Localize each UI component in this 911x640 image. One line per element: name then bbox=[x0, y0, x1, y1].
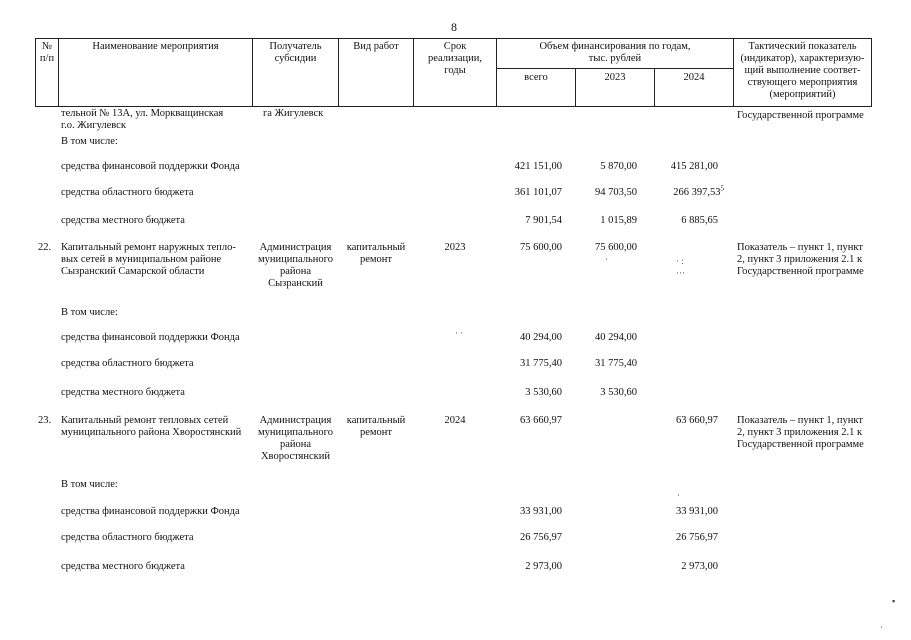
header-2023: 2023 bbox=[604, 72, 626, 83]
item-number: 23. bbox=[38, 415, 52, 426]
in-total-label: В том числе: bbox=[61, 307, 118, 318]
cell-2024: 33 931,00 bbox=[676, 506, 718, 517]
item-work-type: капитальный ремонт bbox=[346, 415, 406, 438]
item-recipient: Администрация муниципального района Сызранский bbox=[258, 242, 333, 289]
cell-2023: 3 530,60 bbox=[600, 387, 637, 398]
header-total: всего bbox=[524, 72, 548, 83]
item-indicator: Показатель – пункт 1, пункт 2, пункт 3 приложения 2.1 к Государственной программе bbox=[737, 415, 864, 450]
cell-total: 26 756,97 bbox=[520, 532, 562, 543]
cell-total: 33 931,00 bbox=[520, 506, 562, 517]
local-label: средства местного бюджета bbox=[61, 215, 185, 226]
header-name: Наименование мероприятия bbox=[92, 41, 219, 52]
cell-total: 63 660,97 bbox=[520, 415, 562, 426]
cell-total: 361 101,07 bbox=[514, 187, 562, 198]
item-indicator: Показатель – пункт 1, пункт 2, пункт 3 приложения 2.1 к Государственной программе bbox=[737, 242, 864, 277]
item-number: 22. bbox=[38, 242, 52, 253]
header-recipient: Получатель субсидии bbox=[269, 41, 322, 64]
header-indicator: Тактический показатель (индикатор), характеризую- щий выполнение соответ- ствующего мероприятия (мероприятий) bbox=[740, 41, 865, 100]
item-recipient: Администрация муниципального района Хворостянский bbox=[258, 415, 333, 462]
scan-speck: ··· bbox=[676, 268, 685, 278]
cell-2024: 266 397,53$^5$ bbox=[673, 184, 724, 198]
in-total-label: В том числе: bbox=[61, 479, 118, 490]
header-2024: 2024 bbox=[683, 72, 705, 83]
scan-speck: · · bbox=[455, 328, 464, 338]
cell-2024: 26 756,97 bbox=[676, 532, 718, 543]
regional-label: средства областного бюджета bbox=[61, 358, 194, 369]
item-work-type: капитальный ремонт bbox=[346, 242, 406, 265]
regional-label: средства областного бюджета bbox=[61, 532, 194, 543]
cell-2023: 5 870,00 bbox=[600, 161, 637, 172]
item-name: Капитальный ремонт наружных тепло- вых сетей в муниципальном районе Сызранский Самарской области bbox=[61, 242, 236, 277]
cell-2023: 1 015,89 bbox=[600, 215, 637, 226]
header-work-type: Вид работ bbox=[353, 41, 399, 52]
cell-total: 2 973,00 bbox=[525, 561, 562, 572]
cont-indicator: Государственной программе bbox=[737, 110, 864, 121]
footnote-mark: 5 bbox=[720, 184, 724, 193]
cell-2023: 75 600,00 bbox=[595, 242, 637, 253]
item-term: 2023 bbox=[444, 242, 466, 253]
scan-speck: · bbox=[677, 490, 680, 500]
in-total-label: В том числе: bbox=[61, 136, 118, 147]
fund-label: средства финансовой поддержки Фонда bbox=[61, 506, 240, 517]
scan-speck: · : bbox=[676, 256, 684, 266]
cont-recipient: га Жигулевск bbox=[263, 108, 324, 119]
header-term: Срок реализации, годы bbox=[428, 41, 482, 76]
fund-label: средства финансовой поддержки Фонда bbox=[61, 332, 240, 343]
cell-total: 40 294,00 bbox=[520, 332, 562, 343]
cell-2024: 63 660,97 bbox=[676, 415, 718, 426]
scan-speck: · bbox=[880, 622, 883, 632]
cell-total: 31 775,40 bbox=[520, 358, 562, 369]
page-number: 8 bbox=[451, 20, 457, 34]
cell-total: 75 600,00 bbox=[520, 242, 562, 253]
cell-2024: 415 281,00 bbox=[670, 161, 718, 172]
fund-label: средства финансовой поддержки Фонда bbox=[61, 161, 240, 172]
header-funding: Объем финансирования по годам, тыс. рублей bbox=[539, 41, 691, 64]
cell-total: 7 901,54 bbox=[525, 215, 562, 226]
local-label: средства местного бюджета bbox=[61, 387, 185, 398]
scan-speck: ▪ bbox=[892, 596, 896, 606]
local-label: средства местного бюджета bbox=[61, 561, 185, 572]
cell-2023: 94 703,50 bbox=[595, 187, 637, 198]
item-name: Капитальный ремонт тепловых сетей муниципального района Хворостянский bbox=[61, 415, 242, 438]
regional-label: средства областного бюджета bbox=[61, 187, 194, 198]
header-num: № п/п bbox=[39, 41, 55, 64]
cont-name: тельной № 13А, ул. Моркващинская г.о. Жигулевск bbox=[61, 108, 224, 131]
scan-speck: · bbox=[605, 254, 608, 264]
cell-2024: 2 973,00 bbox=[681, 561, 718, 572]
cell-2024: 6 885,65 bbox=[681, 215, 718, 226]
cell-2023: 31 775,40 bbox=[595, 358, 637, 369]
cell-2023: 40 294,00 bbox=[595, 332, 637, 343]
item-term: 2024 bbox=[444, 415, 466, 426]
cell-total: 421 151,00 bbox=[514, 161, 562, 172]
cell-total: 3 530,60 bbox=[525, 387, 562, 398]
